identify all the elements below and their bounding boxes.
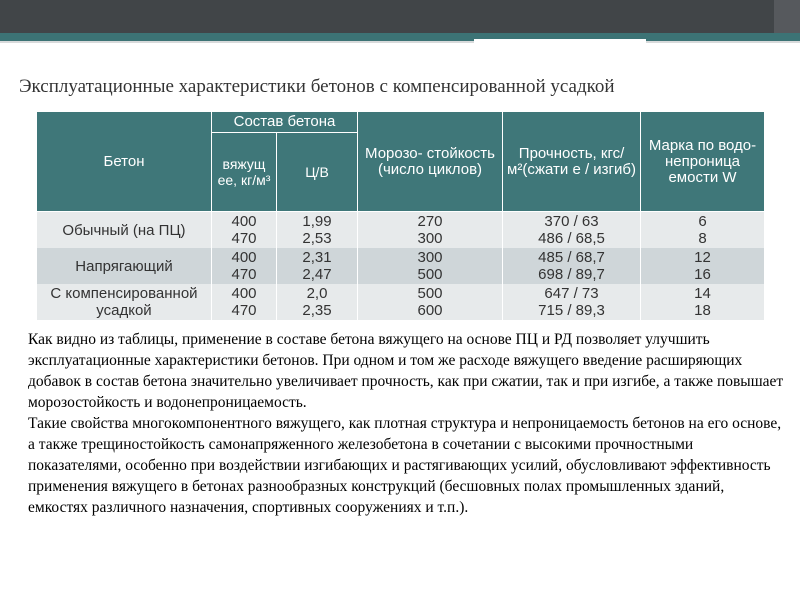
cw-values: 1,99 2,53: [277, 212, 358, 249]
row-name: Обычный (на ПЦ): [37, 212, 212, 249]
cw-values: 2,31 2,47: [277, 248, 358, 284]
frost-values: 300 500: [358, 248, 503, 284]
cw-values: 2,0 2,35: [277, 284, 358, 320]
row-name: С компенсированной усадкой: [37, 284, 212, 320]
divider-gap: [474, 39, 646, 55]
table-row: [37, 212, 765, 249]
header-composition: Состав бетона: [212, 112, 358, 133]
header-water-resistance: Марка по водо- непроница емости W: [641, 112, 765, 212]
strength-values: 370 / 63 486 / 68,5: [503, 212, 641, 249]
strength-values: 485 / 68,7 698 / 89,7: [503, 248, 641, 284]
slide-title: Эксплуатационные характеристики бетонов с компенсированной усадкой: [19, 76, 615, 97]
teal-divider: [0, 33, 800, 41]
concrete-properties-table: [36, 111, 765, 320]
row-name: Напрягающий: [37, 248, 212, 284]
top-bar-accent: [774, 0, 800, 33]
water-values: 14 18: [641, 284, 765, 320]
header-frost-resistance: Морозо- стойкость (число циклов): [358, 112, 503, 212]
water-values: 6 8: [641, 212, 765, 249]
top-bar: [0, 0, 800, 33]
gray-divider: [0, 41, 800, 43]
strength-values: 647 / 73 715 / 89,3: [503, 284, 641, 320]
header-concrete: Бетон: [37, 112, 212, 212]
frost-values: 500 600: [358, 284, 503, 320]
frost-values: 270 300: [358, 212, 503, 249]
body-text: [28, 329, 786, 518]
binder-values: 400 470: [212, 212, 277, 249]
binder-values: 400 470: [212, 248, 277, 284]
header-strength: Прочность, кгс/м²(сжати е / изгиб): [503, 112, 641, 212]
paragraph: Такие свойства многокомпонентного вяжущего, как плотная структура и непроницаемость бетонов на его основе, а также трещиностойкость самонапряженного железобетона в сочетании с высокими прочностными показателями, особенно при воздействии изгибающих и растягивающих усилий, обусловливают эффективность применения вяжущего в бетонах разнообразных конструкций (бесшовных полах промышленных зданий, емкостях различного назначения, спортивных сооружениях и т.п.).: [28, 415, 782, 516]
header-binder: вяжущ ее, кг/м³: [212, 133, 277, 212]
table-row: [37, 248, 765, 284]
binder-values: 400 470: [212, 284, 277, 320]
water-values: 12 16: [641, 248, 765, 284]
table-row: [37, 284, 765, 320]
paragraph: Как видно из таблицы, применение в составе бетона вяжущего на основе ПЦ и РД позволяет улучшить эксплуатационные характеристики бетонов. При одном и том же расходе вяжущего введение расширяющих добавок в состав бетона значительно увеличивает прочность, как при сжатии, так и при изгибе, а также повышает морозостойкость и водонепроницаемость.: [28, 331, 784, 411]
header-cement-water-ratio: Ц/В: [277, 133, 358, 212]
